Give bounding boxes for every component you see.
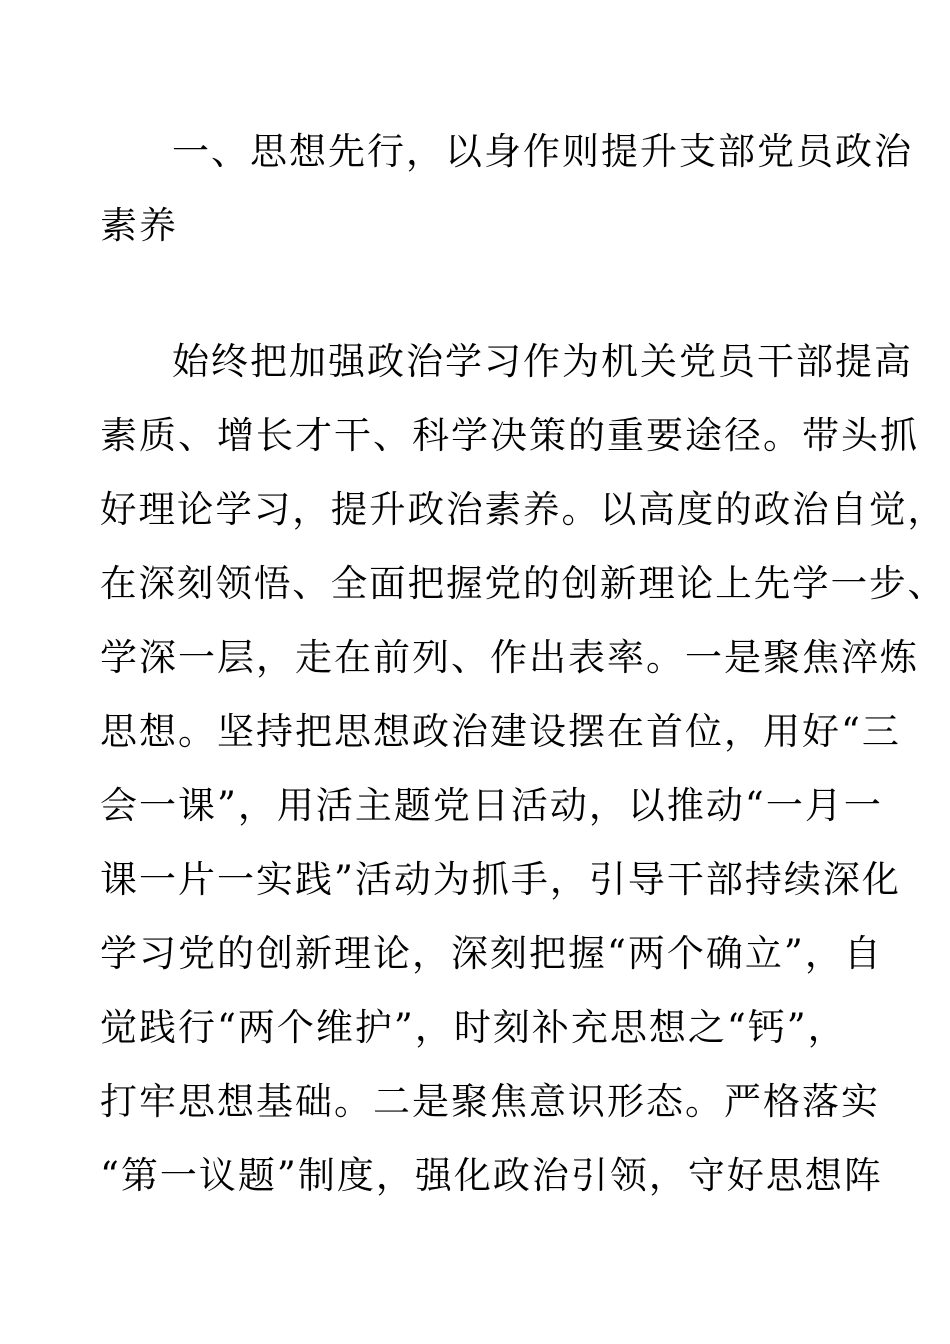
- paragraph-line: “第一议题”制度，强化政治引领，守好思想阵: [100, 1154, 883, 1197]
- heading-line: 一、思想先行，以身作则提升支部党员政治: [172, 130, 913, 173]
- paragraph-line: 思想。坚持把思想政治建设摆在首位，用好“三: [100, 710, 901, 753]
- paragraph-line: 觉践行“两个维护”，时刻补充思想之“钙”，: [100, 1006, 847, 1049]
- paragraph-line: 好理论学习，提升政治素养。以高度的政治自觉，: [100, 488, 946, 531]
- paragraph-line: 在深刻领悟、全面把握党的创新理论上先学一步、: [100, 562, 946, 605]
- paragraph-line: 素质、增长才干、科学决策的重要途径。带头抓: [100, 414, 919, 457]
- paragraph-line: 打牢思想基础。二是聚焦意识形态。严格落实: [100, 1080, 880, 1123]
- paragraph-line: 学深一层，走在前列、作出表率。一是聚焦淬炼: [100, 636, 919, 679]
- paragraph-line: 始终把加强政治学习作为机关党员干部提高: [172, 340, 913, 383]
- paragraph-line: 会一课”，用活主题党日活动，以推动“一月一: [100, 784, 883, 827]
- heading-line: 素养: [100, 204, 178, 247]
- paragraph-line: 课一片一实践”活动为抓手，引导干部持续深化: [100, 858, 901, 901]
- paragraph-line: 学习党的创新理论，深刻把握“两个确立”，自: [100, 932, 883, 975]
